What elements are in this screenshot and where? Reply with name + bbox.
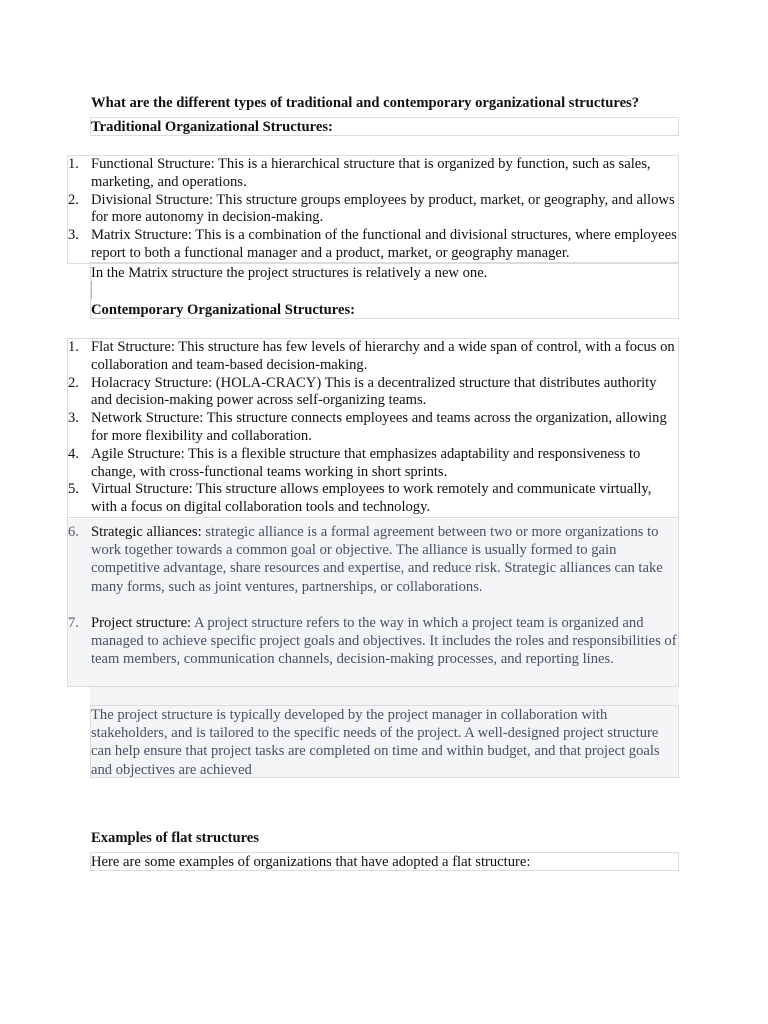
list-item-label: Project structure:	[91, 614, 192, 631]
list-number: 1.	[68, 156, 79, 172]
list-item-label: Strategic alliances:	[91, 524, 202, 540]
matrix-note: In the Matrix structure the project structures is relatively a new one.	[91, 265, 488, 281]
list-number: 5.	[68, 481, 79, 498]
list-item-text: Holacracy Structure: (HOLA-CRACY) This is a decentralized structure that distributes authority and decision-making power across self-organizing teams.	[91, 374, 657, 409]
list-item	[68, 156, 678, 192]
list-number: 3.	[68, 410, 79, 427]
list-item	[68, 192, 678, 228]
list-number: 6.	[68, 524, 79, 540]
shaded-gap	[90, 687, 679, 705]
list-item-text: Network Structure: This structure connects employees and teams across the organization, allowing for more flexibility and collaboration.	[91, 410, 667, 444]
extra-list	[67, 519, 679, 687]
contemporary-list	[67, 338, 679, 518]
list-number: 4.	[68, 445, 79, 462]
flat-intro: Here are some examples of organizations that have adopted a flat structure:	[91, 854, 531, 870]
list-item	[68, 481, 678, 517]
question-heading: What are the different types of traditional and contemporary organizational structures?	[91, 95, 640, 111]
traditional-list	[67, 155, 679, 264]
list-number: 2.	[68, 191, 79, 208]
list-item	[68, 227, 678, 263]
list-item-text: Matrix Structure: This is a combination of the functional and divisional structures, where employees report to both a functional manager and a product, market, or geography manager.	[91, 227, 677, 261]
list-item	[68, 446, 678, 482]
project-paragraph: The project structure is typically developed by the project manager in collaboration with stakeholders, and is tailored to the specific needs of the project. A well-designed project structure can help ensure that project tasks are completed on time and within budget, and that project goals and objectives are achieved	[91, 707, 660, 778]
list-item	[68, 375, 678, 411]
text-cursor	[91, 281, 92, 299]
list-item	[68, 596, 678, 669]
list-number: 3.	[68, 227, 79, 244]
flat-heading: Examples of flat structures	[91, 830, 259, 846]
list-item	[68, 339, 678, 375]
list-item-text: Virtual Structure: This structure allows employees to work remotely and communicate virtually, with a focus on digital collaboration tools and technology.	[91, 481, 652, 516]
list-item-text: A project structure refers to the way in which a project team is organized and managed to achieve specific project goals and objectives. It includes the roles and responsibilities of team members, communication channels, decision-making processes, and reporting lines.	[91, 614, 677, 668]
contemporary-heading: Contemporary Organizational Structures:	[91, 302, 356, 318]
list-item-text: Functional Structure: This is a hierarchical structure that is organized by function, such as sales, marketing, and operations.	[91, 156, 651, 190]
list-item	[68, 410, 678, 446]
list-number: 2.	[68, 374, 79, 391]
list-number: 1.	[68, 339, 79, 355]
list-item-text: Agile Structure: This is a flexible structure that emphasizes adaptability and responsiveness to change, with cross-functional teams working in short sprints.	[91, 445, 641, 480]
list-item	[68, 519, 678, 596]
list-item-text: strategic alliance is a formal agreement between two or more organizations to work together towards a common goal or objective. The alliance is usually formed to gain competitive advantage, share resources and expertise, and reduce risk. Strategic alliances can take many forms, such as joint ventures, partnerships, or collaborations.	[91, 524, 663, 595]
list-item-text: Flat Structure: This structure has few levels of hierarchy and a wide span of control, with a focus on collaboration and team-based decision-making.	[91, 339, 675, 373]
list-item-text: Divisional Structure: This structure groups employees by product, market, or geography, and allows for more autonomy in decision-making.	[91, 191, 675, 226]
list-number: 7.	[68, 614, 79, 631]
traditional-heading: Traditional Organizational Structures:	[91, 119, 333, 135]
